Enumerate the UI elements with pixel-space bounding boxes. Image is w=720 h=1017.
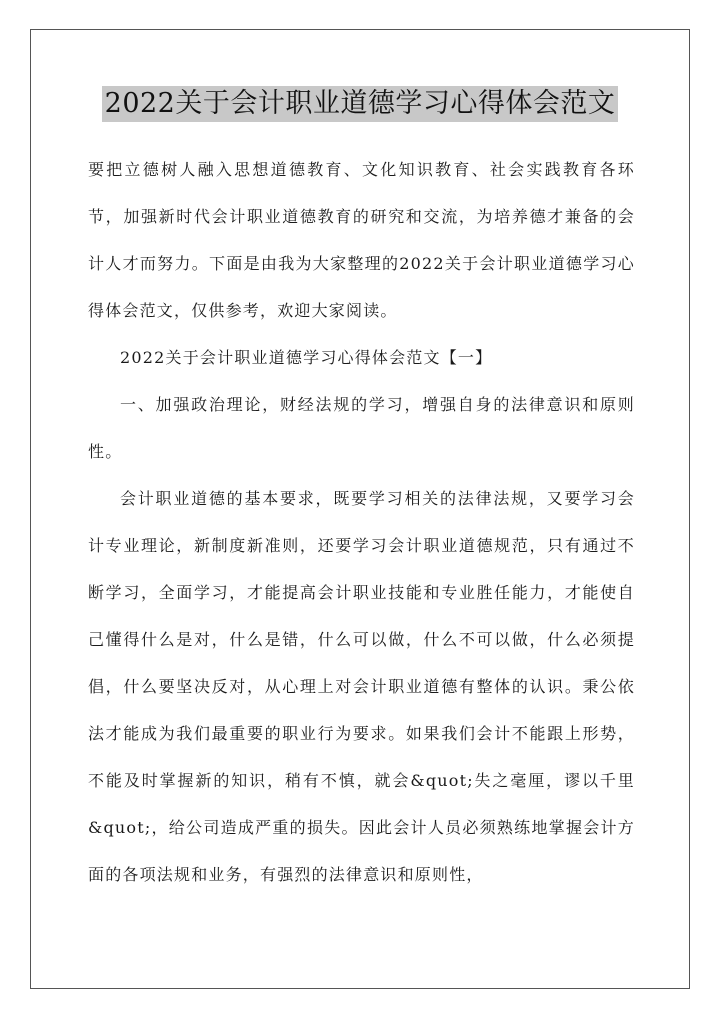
- section-heading: 2022关于会计职业道德学习心得体会范文【一】: [120, 348, 493, 367]
- intro-paragraph: 要把立德树人融入思想道德教育、文化知识教育、社会实践教育各环节，加强新时代会计职业道德教育的研究和交流，为培养德才兼备的会计人才而努力。下面是由我为大家整理的2022关于会计职业道德学习心得体会范文，仅供参考，欢迎大家阅读。: [88, 160, 635, 320]
- document-body: [88, 146, 635, 898]
- title-container: [0, 86, 720, 122]
- document-title: 2022关于会计职业道德学习心得体会范文: [102, 86, 619, 122]
- body-paragraph: 会计职业道德的基本要求，既要学习相关的法律法规，又要学习会计专业理论，新制度新准则，还要学习会计职业道德规范，只有通过不断学习，全面学习，才能提高会计职业技能和专业胜任能力，才能使自己懂得什么是对，什么是错，什么可以做，什么不可以做，什么必须提倡，什么要坚决反对，从心理上对会计职业道德有整体的认识。秉公依法才能成为我们最重要的职业行为要求。如果我们会计不能跟上形势，不能及时掌握新的知识，稍有不慎，就会&quot;失之毫厘，谬以千里&quot;，给公司造成严重的损失。因此会计人员必须熟练地掌握会计方面的各项法规和业务，有强烈的法律意识和原则性，: [88, 489, 635, 884]
- point-heading: 一、加强政治理论，财经法规的学习，增强自身的法律意识和原则性。: [88, 395, 635, 461]
